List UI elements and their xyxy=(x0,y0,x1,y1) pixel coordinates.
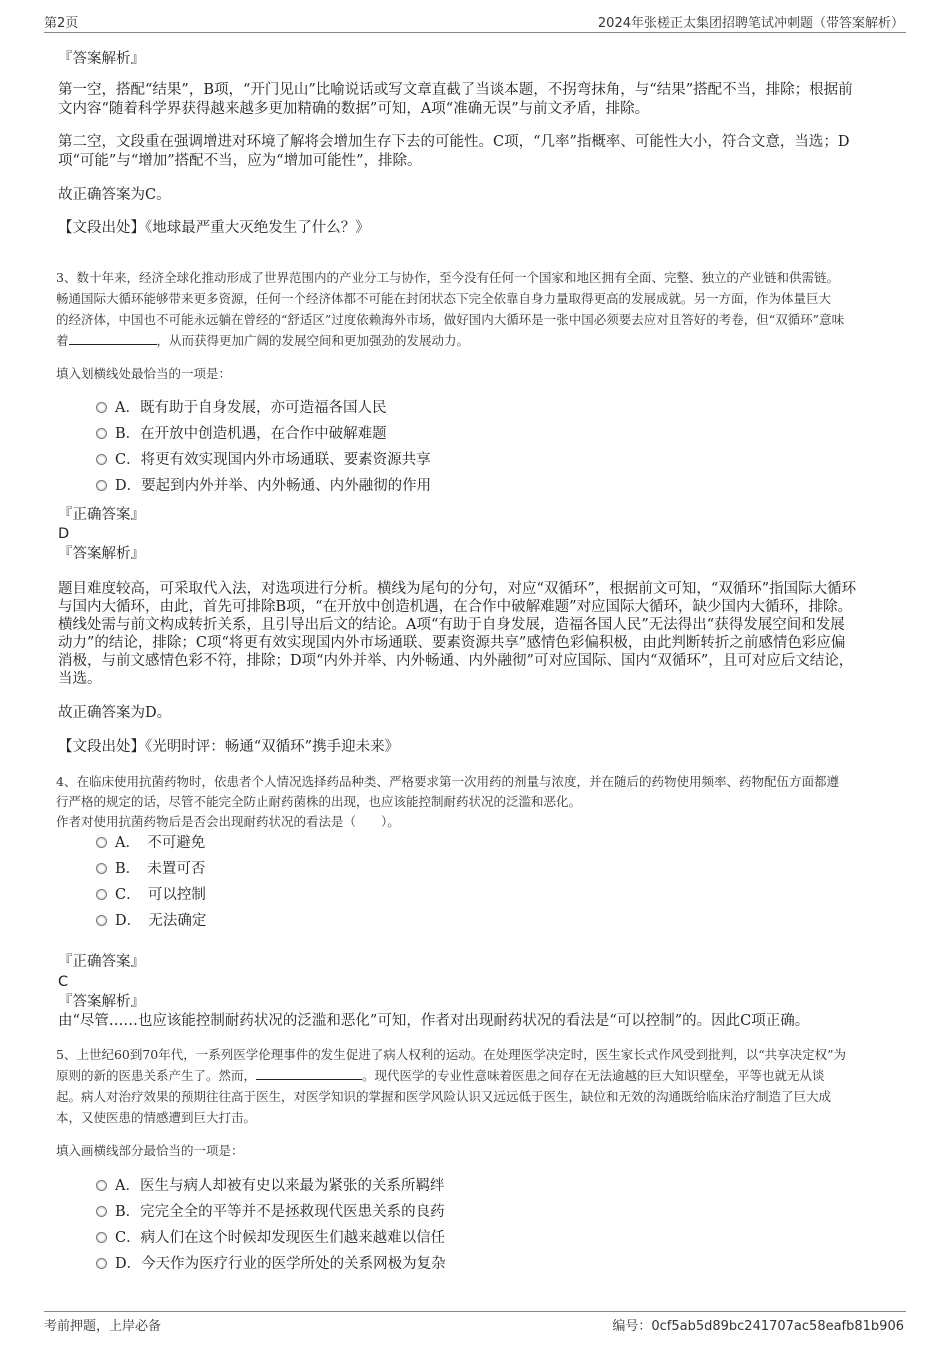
q3-analysis-line3: 横线处需与前文构成转折关系，且引导出后文的结论。A项“有助于自身发展，造福各国人民”无法得出“获得发展空间和发展 xyxy=(58,617,845,633)
q3-stem-line4 xyxy=(56,331,469,350)
q3-option-a[interactable] xyxy=(96,398,386,418)
document-code: 编号：0cf5ab5d89bc241707ac58eafb81b906 xyxy=(612,1319,904,1334)
q5-stem-line4: 本，又使医患的情感遭到巨大打击。 xyxy=(56,1110,257,1125)
q3-stem-line3: 的经济体，中国也不可能永远躺在曾经的“舒适区”过度依赖海外市场，做好国内大循环是一张中国必须要去应对且答好的考卷，但“双循环”意味 xyxy=(56,312,845,327)
q3-option-a-label: A．既有助于自身发展，亦可造福各国人民 xyxy=(115,400,387,416)
q3-stem-line1: 3、数十年来，经济全球化推动形成了世界范围内的产业分工与协作，至今没有任何一个国家和地区拥有全面、完整、独立的产业链和供需链。 xyxy=(56,270,839,285)
radio-icon[interactable] xyxy=(96,1206,107,1217)
q4-option-b-label: B． 未置可否 xyxy=(115,861,206,877)
q4-analysis: 由“尽管……也应该能控制耐药状况的泛滥和恶化”可知，作者对出现耐药状况的看法是“可以控制”的。因此C项正确。 xyxy=(58,1013,810,1029)
q5-option-c[interactable] xyxy=(96,1228,445,1248)
q3-answer: D xyxy=(58,526,70,542)
q3-stem-line2: 畅通国际大循环能够带来更多资源，任何一个经济体都不可能在封闭状态下完全依靠自身力量取得更高的发展成就。另一方面，作为体量巨大 xyxy=(56,291,832,306)
radio-icon[interactable] xyxy=(96,480,107,491)
q2-analysis-p1-line1: 第一空，搭配“结果”，B项，“开门见山”比喻说话或写文章直截了当谈本题，不拐弯抹角，与“结果”搭配不当，排除；根据前 xyxy=(58,82,853,98)
q3-analysis-line2: 与国内大循环，由此，首先可排除B项，“在开放中创造机遇，在合作中破解难题”对应国际大循环，缺少国内大循环，排除。 xyxy=(58,599,852,615)
q3-analysis-line5: 消极，与前文感情色彩不符，排除；D项“内外并举、内外畅通、内外融彻”可对应国际、国内“双循环”，且可对应后文结论， xyxy=(58,653,854,669)
q2-source: 【文段出处】《地球最严重大灭绝发生了什么？》 xyxy=(58,220,370,236)
q3-option-c[interactable] xyxy=(96,450,431,470)
q4-option-b[interactable] xyxy=(96,859,205,879)
radio-icon[interactable] xyxy=(96,454,107,465)
q5-option-b-label: B．完完全全的平等并不是拯救现代医患关系的良药 xyxy=(115,1204,445,1220)
radio-icon[interactable] xyxy=(96,1232,107,1243)
q4-prompt: 作者对使用抗菌药物后是否会出现耐药状况的看法是（ ）。 xyxy=(56,814,400,829)
radio-icon[interactable] xyxy=(96,1258,107,1269)
q3-option-c-label: C．将更有效实现国内外市场通联、要素资源共享 xyxy=(115,452,431,468)
q4-answer: C xyxy=(58,974,69,990)
q3-analysis-line1: 题目难度较高，可采取代入法，对选项进行分析。横线为尾句的分句，对应“双循环”，根据前文可知，“双循环”指国际大循环 xyxy=(58,581,857,597)
q2-conclusion: 故正确答案为C。 xyxy=(58,187,171,203)
q2-analysis-p1-line2: 文内容“随着科学界获得越来越多更加精确的数据”可知，A项“准确无误”与前文矛盾，排除。 xyxy=(58,101,650,117)
q3-analysis-line6: 当选。 xyxy=(58,671,102,687)
page-number: 第2页 xyxy=(44,16,79,31)
q2-analysis-p2-line1: 第二空，文段重在强调增进对环境了解将会增加生存下去的可能性。C项，“几率”指概率、可能性大小，符合文意，当选；D xyxy=(58,134,850,150)
q3-stem-line4-post: ，从而获得更加广阔的发展空间和更加强劲的发展动力。 xyxy=(156,333,470,348)
q5-option-a-label: A．医生与病人却被有史以来最为紧张的关系所羁绊 xyxy=(115,1178,445,1194)
radio-icon[interactable] xyxy=(96,428,107,439)
q5-option-c-label: C．病人们在这个时候却发现医生们越来越难以信任 xyxy=(115,1230,446,1246)
radio-icon[interactable] xyxy=(96,1180,107,1191)
q5-stem-line2-post: 。现代医学的专业性意味着医患之间存在无法逾越的巨大知识壁垒，平等也就无从谈 xyxy=(362,1068,825,1083)
q3-prompt: 填入划横线处最恰当的一项是： xyxy=(56,366,232,381)
q4-option-a[interactable] xyxy=(96,833,205,853)
q5-prompt: 填入画横线部分最恰当的一项是： xyxy=(56,1143,244,1158)
q4-stem-line2: 行严格的规定的话，尽管不能完全防止耐药菌株的出现，也应该能控制耐药状况的泛滥和恶化。 xyxy=(56,794,582,809)
radio-icon[interactable] xyxy=(96,915,107,926)
q3-analysis-label: 『答案解析』 xyxy=(58,546,145,562)
q2-analysis-label: 『答案解析』 xyxy=(58,51,145,67)
q3-answer-label: 『正确答案』 xyxy=(58,507,145,523)
q5-stem-line2-pre: 原则的新的医患关系产生了。然而， xyxy=(56,1068,257,1083)
q3-option-b[interactable] xyxy=(96,424,387,444)
header-divider xyxy=(44,32,906,33)
q3-source: 【文段出处】《光明时评：畅通“双循环”携手迎未来》 xyxy=(58,739,400,755)
document-title: 2024年张槎正太集团招聘笔试冲刺题（带答案解析） xyxy=(597,16,904,31)
q5-fill-blank xyxy=(256,1067,362,1080)
q3-conclusion: 故正确答案为D。 xyxy=(58,705,172,721)
radio-icon[interactable] xyxy=(96,863,107,874)
q3-option-b-label: B．在开放中创造机遇，在合作中破解难题 xyxy=(115,426,387,442)
q2-analysis-p2-line2: 项“可能”与“增加”搭配不当，应为“增加可能性”，排除。 xyxy=(58,153,422,169)
q3-stem-line4-pre: 着 xyxy=(56,333,69,348)
q4-option-d[interactable] xyxy=(96,911,206,931)
q3-option-d[interactable] xyxy=(96,476,431,496)
q4-option-a-label: A． 不可避免 xyxy=(115,835,206,851)
q4-stem-line1: 4、在临床使用抗菌药物时，依患者个人情况选择药品种类、严格要求第一次用药的剂量与浓度，并在随后的药物使用频率、药物配伍方面都遵 xyxy=(56,774,839,789)
q3-analysis-line4: 动力”的结论，排除；C项“将更有效实现国内外市场通联、要素资源共享”感情色彩偏积极，由此判断转折之前感情色彩应偏 xyxy=(58,635,846,651)
q4-option-c-label: C． 可以控制 xyxy=(115,887,206,903)
q5-option-b[interactable] xyxy=(96,1202,445,1222)
q5-stem-line2 xyxy=(56,1066,825,1085)
q4-analysis-label: 『答案解析』 xyxy=(58,994,145,1010)
radio-icon[interactable] xyxy=(96,837,107,848)
q4-answer-label: 『正确答案』 xyxy=(58,954,145,970)
q5-option-a[interactable] xyxy=(96,1176,444,1196)
q5-option-d[interactable] xyxy=(96,1254,446,1274)
q3-fill-blank xyxy=(69,332,157,345)
radio-icon[interactable] xyxy=(96,889,107,900)
q5-option-d-label: D．今天作为医疗行业的医学所处的关系网极为复杂 xyxy=(115,1256,446,1272)
q3-option-d-label: D．要起到内外并举、内外畅通、内外融彻的作用 xyxy=(115,478,432,494)
q4-option-c[interactable] xyxy=(96,885,206,905)
q5-stem-line3: 起。病人对治疗效果的预期往往高于医生，对医学知识的掌握和医学风险认识又远远低于医生，缺位和无效的沟通既给临床治疗制造了巨大成 xyxy=(56,1089,832,1104)
q5-stem-line1: 5、上世纪60到70年代，一系列医学伦理事件的发生促进了病人权利的运动。在处理医学决定时，医生家长式作风受到批判，以“共享决定权”为 xyxy=(56,1047,847,1062)
q4-option-d-label: D． 无法确定 xyxy=(115,913,207,929)
footer-divider xyxy=(44,1311,906,1312)
radio-icon[interactable] xyxy=(96,402,107,413)
footer-slogan: 考前押题，上岸必备 xyxy=(44,1319,162,1334)
